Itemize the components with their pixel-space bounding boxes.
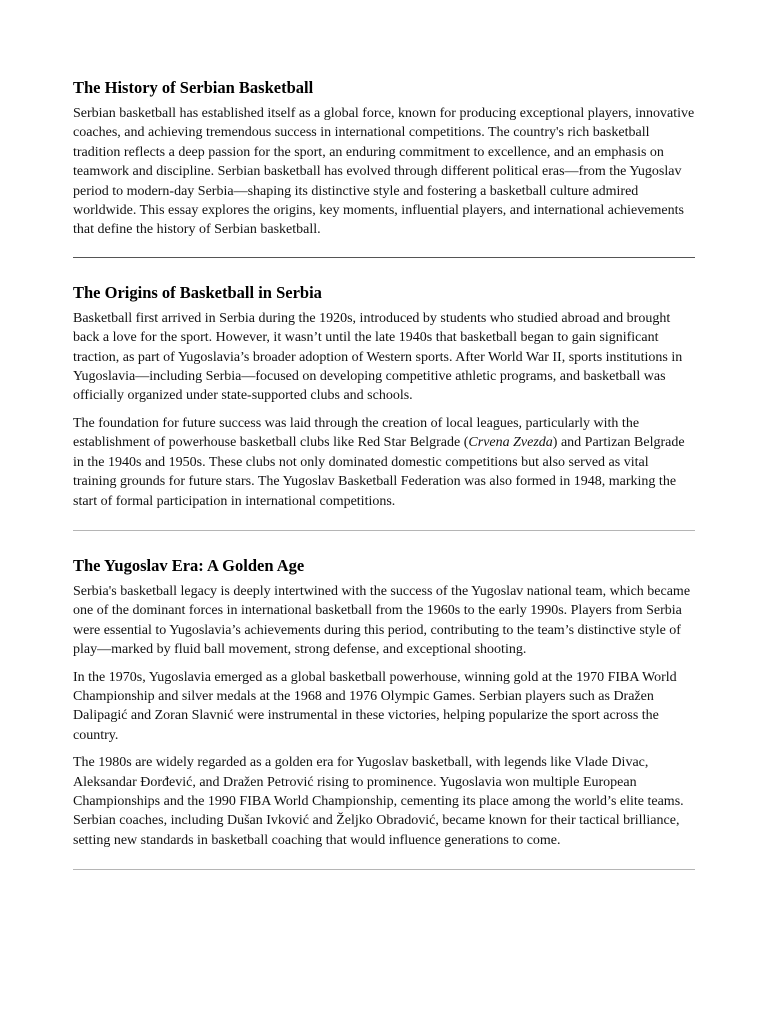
text-run: In the 1970s, Yugoslavia emerged as a global basketball powerhouse, winning gold at the 1970 FIBA World Championship and silver medals at the 1968 and 1976 Olympic Games. Serbian players such as Dražen Dalipagić and Zoran Slavnić were instrumental in these victories, helping popularize the sport across the country. (73, 669, 677, 743)
text-run: Serbia's basketball legacy is deeply intertwined with the success of the Yugoslav national team, which became one of the dominant forces in international basketball from the 1960s to the early 1990s. Players from Serbia were essential to Yugoslavia’s achievements during this period, contributing to the team’s distinctive style of play—marked by fluid ball movement, strong defense, and exceptional shooting. (73, 583, 691, 658)
section-divider (73, 257, 695, 258)
text-run: Serbian basketball has established itself as a global force, known for producing exceptional players, innovative coaches, and achieving tremendous success in international competitions. The country's rich basketball tradition reflects a deep passion for the sport, an enduring commitment to excellence, and an emphasis on teamwork and discipline. Serbian basketball has evolved through different political eras—from the Yugoslav period to modern-day Serbia—shaping its distinctive style and fostering a basketball culture admired worldwide. This essay explores the origins, key moments, influential players, and international achievements that define the history of Serbian basketball. (73, 106, 695, 238)
section-divider (73, 869, 695, 870)
text-run: Basketball first arrived in Serbia during the 1920s, introduced by students who studied abroad and brought back a love for the sport. However, it wasn’t until the late 1940s that basketball began to gain significant traction, as part of Yugoslavia’s broader adoption of Western sports. After World War II, sports institutions in Yugoslavia—including Serbia—focused on developing competitive athletic programs, and basketball was officially organized under state-supported clubs and schools. (73, 310, 683, 404)
section-heading: The Yugoslav Era: A Golden Age (73, 555, 305, 575)
section-yugoslav-era (73, 556, 695, 850)
text-run: The 1980s are widely regarded as a golden era for Yugoslav basketball, with legends like Vlade Divac, Aleksandar Đorđević, and Dražen Petrović rising to prominence. Yugoslavia won multiple European Championships and the 1990 FIBA World Championship, cementing its place among the world’s elite teams. Serbian coaches, including Dušan Ivković and Željko Obradović, became known for their tactical brilliance, setting new standards in basketball coaching that would influence generations to come. (73, 755, 684, 848)
document-page (73, 78, 695, 870)
paragraph (73, 104, 695, 240)
paragraph (73, 582, 695, 660)
section-origins (73, 283, 695, 511)
italic-text: Crvena Zvezda (468, 435, 553, 451)
section-divider (73, 530, 695, 531)
text-run: ) and Partizan Belgrade in the 1940s and 1950s. These clubs not only dominated domestic competitions but also served as vital training grounds for future stars. The Yugoslav Basketball Federation was also formed in 1948, marking the start of formal participation in international competitions. (73, 435, 685, 509)
paragraph (73, 753, 695, 850)
paragraph (73, 668, 695, 746)
paragraph (73, 309, 695, 406)
section-heading: The Origins of Basketball in Serbia (73, 282, 322, 302)
section-heading: The History of Serbian Basketball (73, 78, 314, 97)
paragraph (73, 414, 695, 511)
text-run: The foundation for future success was laid through the creation of local leagues, particularly with the establishment of powerhouse basketball clubs like Red Star Belgrade ( (73, 415, 640, 451)
section-history (73, 78, 695, 240)
